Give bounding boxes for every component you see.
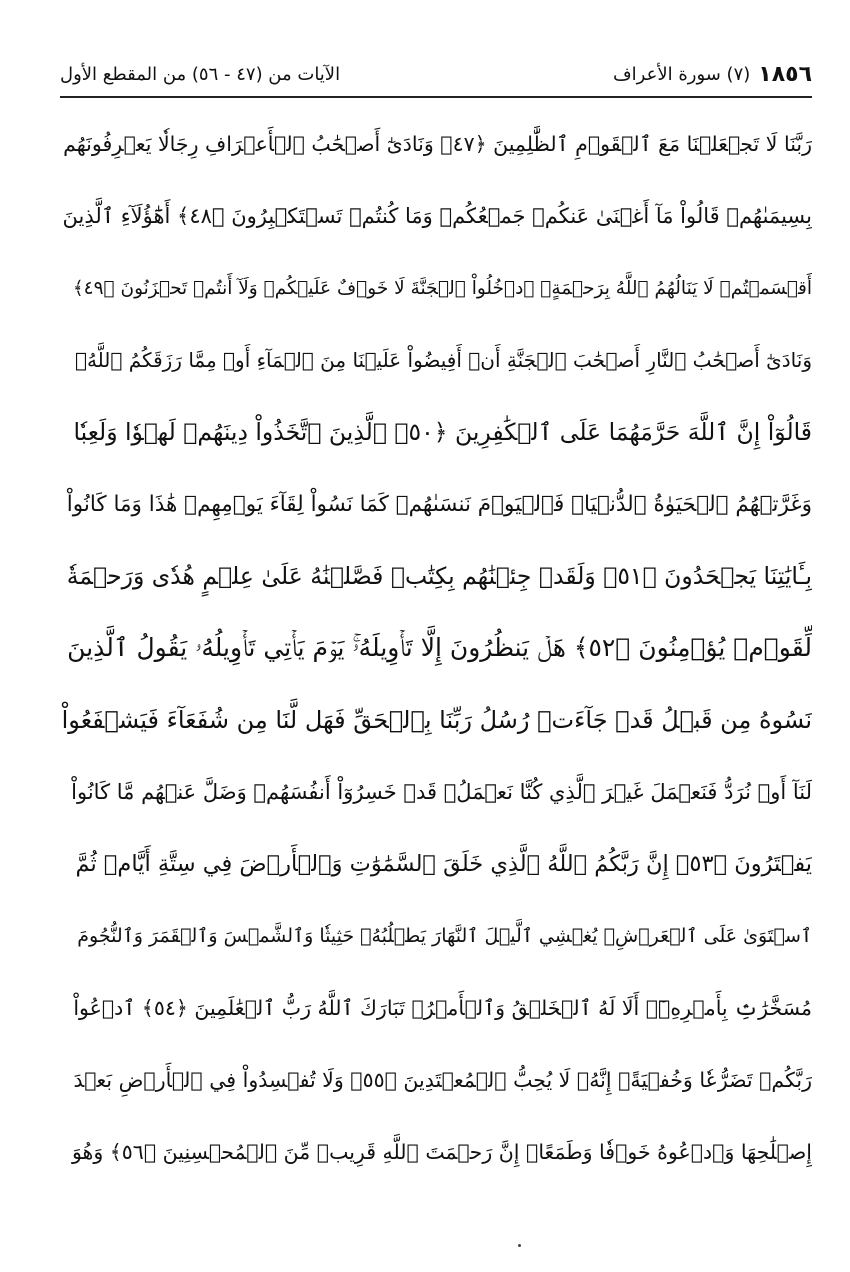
text-line xyxy=(60,972,812,1044)
quran-text-body xyxy=(60,108,812,1188)
text-line xyxy=(60,180,812,252)
surah-label: (٧) سورة الأعراف xyxy=(613,63,751,85)
text-line xyxy=(60,324,812,396)
line-text: بِسِيمَىٰهُمۡ قَالُواْ مَآ أَغۡنَىٰ عَنكُمۡ جَمۡعُكُمۡ وَمَا كُنتُمۡ تَسۡتَكۡبِرُونَ ﴿٤٨﴾ أَهَٰٓؤُلَآءِ ٱلَّذِينَ xyxy=(62,204,812,228)
line-text: إِصۡلَٰحِهَا وَٱدۡعُوهُ خَوۡفٗا وَطَمَعًاۚ إِنَّ رَحۡمَتَ ٱللَّهِ قَرِيبٞ مِّنَ ٱلۡمُحۡسِنِينَ ﴿٥٦﴾ وَهُوَ xyxy=(71,1140,812,1164)
text-line xyxy=(60,828,812,900)
line-text: مُسَخَّرَٰتِۢ بِأَمۡرِهِۦٓۗ أَلَا لَهُ ٱلۡخَلۡقُ وَٱلۡأَمۡرُۗ تَبَارَكَ ٱللَّهُ رَبُّ ٱلۡعَٰلَمِينَ ﴿٥٤﴾ ٱدۡعُواْ xyxy=(73,996,812,1020)
text-line xyxy=(60,252,812,324)
text-line xyxy=(60,468,812,540)
text-line xyxy=(60,1044,812,1116)
line-text: لِّقَوۡمٖ يُؤۡمِنُونَ ﴿٥٢﴾ هَلۡ يَنظُرُونَ إِلَّا تَأۡوِيلَهُۥۚ يَوۡمَ يَأۡتِي تَأۡوِيلُهُۥ يَقُولُ ٱلَّذِينَ xyxy=(67,633,812,662)
verses-range-label: الآيات من (٤٧ - ٥٦) من المقطع الأول xyxy=(60,63,341,85)
line-text: يَفۡتَرُونَ ﴿٥٣﴾ إِنَّ رَبَّكُمُ ٱللَّهُ ٱلَّذِي خَلَقَ ٱلسَّمَٰوَٰتِ وَٱلۡأَرۡضَ فِي سِتَّةِ أَيَّامٖ ثُمَّ xyxy=(75,851,812,877)
text-line xyxy=(60,396,812,468)
line-text: وَغَرَّتۡهُمُ ٱلۡحَيَوٰةُ ٱلدُّنۡيَاۚ فَٱلۡيَوۡمَ نَنسَىٰهُمۡ كَمَا نَسُواْ لِقَآءَ يَوۡمِهِمۡ هَٰذَا وَمَا كَانُواْ xyxy=(66,491,812,517)
line-text: ٱسۡتَوَىٰ عَلَى ٱلۡعَرۡشِۖ يُغۡشِي ٱلَّيۡلَ ٱلنَّهَارَ يَطۡلُبُهُۥ حَثِيثٗا وَٱلشَّمۡسَ وَٱلۡقَمَرَ وَٱلنُّجُومَ xyxy=(77,925,812,947)
page-number: ١٨٥٦ xyxy=(758,61,812,87)
page-mark-dot xyxy=(518,1244,521,1247)
text-line xyxy=(60,756,812,828)
line-text: وَنَادَىٰٓ أَصۡحَٰبُ ٱلنَّارِ أَصۡحَٰبَ ٱلۡجَنَّةِ أَنۡ أَفِيضُواْ عَلَيۡنَا مِنَ ٱلۡمَآءِ أَوۡ مِمَّا رَزَقَكُمُ ٱللَّهُۚ xyxy=(74,348,812,372)
line-text: رَبَّكُمۡ تَضَرُّعٗا وَخُفۡيَةًۚ إِنَّهُۥ لَا يُحِبُّ ٱلۡمُعۡتَدِينَ ﴿٥٥﴾ وَلَا تُفۡسِدُواْ فِي ٱلۡأَرۡضِ بَعۡدَ xyxy=(73,1068,812,1092)
header-right xyxy=(613,62,812,87)
text-line xyxy=(60,900,812,972)
line-text: قَالُوٓاْ إِنَّ ٱللَّهَ حَرَّمَهُمَا عَلَى ٱلۡكَٰفِرِينَ ﴿٥٠﴾ ٱلَّذِينَ ٱتَّخَذُواْ دِينَهُمۡ لَهۡوٗا وَلَعِبٗا xyxy=(73,418,812,446)
text-line xyxy=(60,1116,812,1188)
text-line xyxy=(60,612,812,684)
line-text: رَبَّنَا لَا تَجۡعَلۡنَا مَعَ ٱلۡقَوۡمِ ٱلظَّٰلِمِينَ ﴿٤٧﴾ وَنَادَىٰٓ أَصۡحَٰبُ ٱلۡأَعۡرَافِ رِجَالٗا يَعۡرِفُونَهُم xyxy=(63,132,812,156)
text-line xyxy=(60,108,812,180)
line-text: بِـَٔايَٰتِنَا يَجۡحَدُونَ ﴿٥١﴾ وَلَقَدۡ جِئۡنَٰهُم بِكِتَٰبٖ فَصَّلۡنَٰهُ عَلَىٰ عِلۡمٍ هُدٗى وَرَحۡمَةٗ xyxy=(66,562,812,590)
line-text: أَقۡسَمۡتُمۡ لَا يَنَالُهُمُ ٱللَّهُ بِرَحۡمَةٍۚ ٱدۡخُلُواْ ٱلۡجَنَّةَ لَا خَوۡفٌ عَلَيۡكُمۡ وَلَآ أَنتُمۡ تَحۡزَنُونَ ﴿٤٩﴾ xyxy=(72,277,812,299)
line-text: نَسُوهُ مِن قَبۡلُ قَدۡ جَآءَتۡ رُسُلُ رَبِّنَا بِٱلۡحَقِّ فَهَل لَّنَا مِن شُفَعَآءَ فَيَشۡفَعُواْ xyxy=(61,706,812,734)
header-rule xyxy=(60,96,812,98)
text-line xyxy=(60,540,812,612)
line-text: لَنَآ أَوۡ نُرَدُّ فَنَعۡمَلَ غَيۡرَ ٱلَّذِي كُنَّا نَعۡمَلُۚ قَدۡ خَسِرُوٓاْ أَنفُسَهُمۡ وَضَلَّ عَنۡهُم مَّا كَانُواْ xyxy=(71,780,812,804)
text-line xyxy=(60,684,812,756)
page-header xyxy=(60,58,812,90)
